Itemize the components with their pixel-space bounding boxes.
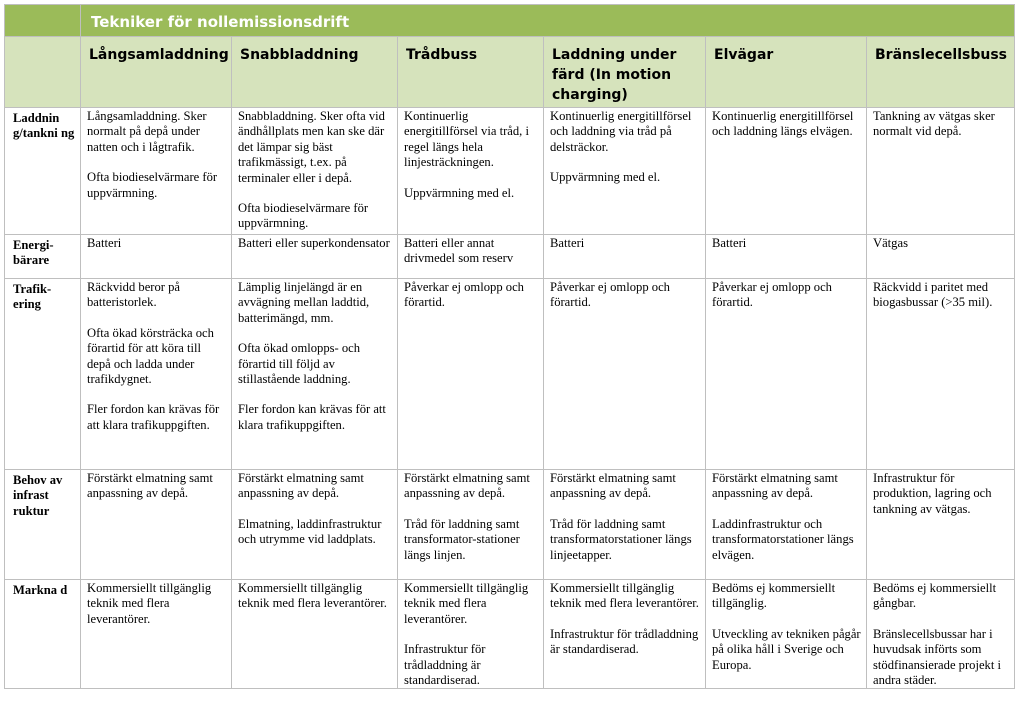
cell-paragraph: Batteri [550,236,585,250]
table-cell [544,279,706,470]
table-cell [81,235,232,279]
cell-paragraph: Batteri eller superkondensator [238,236,390,250]
cell-paragraph: Tråd för laddning samt transformatorstationer längs linjeetapper. [550,516,692,562]
cell-paragraph: Infrastruktur för produktion, lagring och tankning av vätgas. [873,471,992,516]
row-label-marknad: Markna d [5,580,81,689]
table-cell [398,580,544,689]
cell-paragraph: Batteri eller annat drivmedel som reserv [404,236,514,266]
cell-paragraph: Elmatning, laddinfrastruktur och utrymme vid laddplats. [238,516,382,547]
table-cell [867,580,1015,689]
column-header-elvagar: Elvägar [706,37,867,108]
title-row [5,5,1015,37]
cell-paragraph: Batteri [712,236,747,250]
row-label-trafikering: Trafik-ering [5,279,81,470]
cell-paragraph: Batteri [87,236,122,250]
table-cell [398,108,544,235]
table-cell [706,108,867,235]
cell-paragraph: Tråd för laddning samt transformator-stationer längs linjen. [404,516,520,562]
table-cell [232,235,398,279]
cell-paragraph: Kontinuerlig energitillförsel via tråd, i regel längs hela linjesträckningen. [404,109,529,170]
cell-paragraph: Bedöms ej kommersiellt gångbar. [873,581,997,611]
table-cell [398,235,544,279]
table-cell [81,470,232,580]
cell-paragraph: Kommersiellt tillgänglig teknik med flera leverantörer. [238,581,387,611]
table-cell [706,580,867,689]
table-cell [867,108,1015,235]
table-cell [544,470,706,580]
table-cell [398,470,544,580]
column-header-laddning-under-fard: Laddning under färd (In motion charging) [544,37,706,108]
table-cell [232,108,398,235]
cell-paragraph: Bedöms ej kommersiellt tillgänglig. [712,581,836,611]
cell-paragraph: Snabbladdning. Sker ofta vid ändhållplats men kan ske där det lämpar sig bäst trafikmässigt, t.ex. på terminaler eller i depå. [238,109,385,185]
cell-paragraph: Förstärkt elmatning samt anpassning av depå. [712,471,838,501]
row-label-laddning: Laddnin g/tankni ng [5,108,81,235]
table-cell [232,580,398,689]
cell-paragraph: Förstärkt elmatning samt anpassning av depå. [550,471,676,501]
table-row [5,108,1015,235]
cell-paragraph: Kontinuerlig energitillförsel och laddning längs elvägen. [712,109,854,139]
cell-paragraph: Bränslecellsbussar har i huvudsak införts som stödfinansierade projekt i andra städer. [873,626,1001,688]
table-cell [81,279,232,470]
cell-paragraph: Räckvidd beror på batteristorlek. [87,280,181,310]
cell-paragraph: Uppvärmning med el. [404,185,515,200]
table-cell [706,235,867,279]
table-title: Tekniker för nollemissionsdrift [81,5,1015,37]
cell-paragraph: Tankning av vätgas sker normalt vid depå. [873,109,995,139]
row-label-energibarare: Energi-bärare [5,235,81,279]
row-label-behov-av-infrastruktur: Behov av infrast ruktur [5,470,81,580]
table-cell [544,235,706,279]
cell-paragraph: Kommersiellt tillgänglig teknik med flera leverantörer. [404,581,529,626]
table-cell [867,279,1015,470]
cell-paragraph: Fler fordon kan krävas för att klara trafikuppgiften. [87,402,220,432]
table-row [5,470,1015,580]
cell-paragraph: Räckvidd i paritet med biogasbussar (>35 mil). [873,280,993,310]
cell-paragraph: Fler fordon kan krävas för att klara trafikuppgiften. [238,402,386,432]
cell-paragraph: Uppvärmning med el. [550,170,661,185]
comparison-table [4,4,1015,689]
cell-paragraph: Laddinfrastruktur och transformatorstationer längs elvägen. [712,516,854,562]
column-header-row [5,37,1015,108]
table-cell [867,470,1015,580]
table-cell [544,108,706,235]
cell-paragraph: Ofta biodieselvärmare för uppvärmning. [87,170,218,200]
cell-paragraph: Ofta ökad körsträcka och förartid för att köra till depå och ladda under trafikdygnet. [87,325,214,387]
column-header-snabbladdning: Snabbladdning [232,37,398,108]
cell-paragraph: Förstärkt elmatning samt anpassning av depå. [87,471,213,501]
cell-paragraph: Utveckling av tekniken pågår på olika håll i Sverige och Europa. [712,626,861,672]
column-header-tradbuss: Trådbuss [398,37,544,108]
table-row [5,279,1015,470]
table-row [5,235,1015,279]
cell-paragraph: Påverkar ej omlopp och förartid. [550,280,670,310]
cell-paragraph: Kontinuerlig energitillförsel och laddning via tråd på delsträckor. [550,109,692,154]
cell-paragraph: Vätgas [873,236,908,250]
cell-paragraph: Ofta biodieselvärmare för uppvärmning. [238,201,369,231]
cell-paragraph: Förstärkt elmatning samt anpassning av depå. [238,471,364,501]
table-cell [398,279,544,470]
cell-paragraph: Infrastruktur för trådladdning är standardiserad. [404,642,486,688]
table-row [5,580,1015,689]
table-cell [706,279,867,470]
title-corner-cell [5,5,81,37]
cell-paragraph: Kommersiellt tillgänglig teknik med flera leverantörer. [550,581,699,611]
cell-paragraph: Påverkar ej omlopp och förartid. [404,280,524,310]
cell-paragraph: Förstärkt elmatning samt anpassning av depå. [404,471,530,501]
cell-paragraph: Kommersiellt tillgänglig teknik med flera leverantörer. [87,581,212,626]
table-cell [232,279,398,470]
cell-paragraph: Ofta ökad omlopps- och förartid till följd av stillastående laddning. [238,341,361,387]
header-corner-cell [5,37,81,108]
cell-paragraph: Infrastruktur för trådladdning är standardiserad. [550,626,699,657]
cell-paragraph: Påverkar ej omlopp och förartid. [712,280,832,310]
table-cell [232,470,398,580]
cell-paragraph: Långsamladdning. Sker normalt på depå under natten och i lågtrafik. [87,109,207,154]
table-cell [81,580,232,689]
table-cell [706,470,867,580]
table-cell [81,108,232,235]
column-header-branslecellsbuss: Bränslecellsbuss [867,37,1015,108]
cell-paragraph: Lämplig linjelängd är en avvägning mellan laddtid, batterimängd, mm. [238,280,370,325]
table-cell [544,580,706,689]
table-cell [867,235,1015,279]
column-header-langsamladdning: Långsamladdning [81,37,232,108]
